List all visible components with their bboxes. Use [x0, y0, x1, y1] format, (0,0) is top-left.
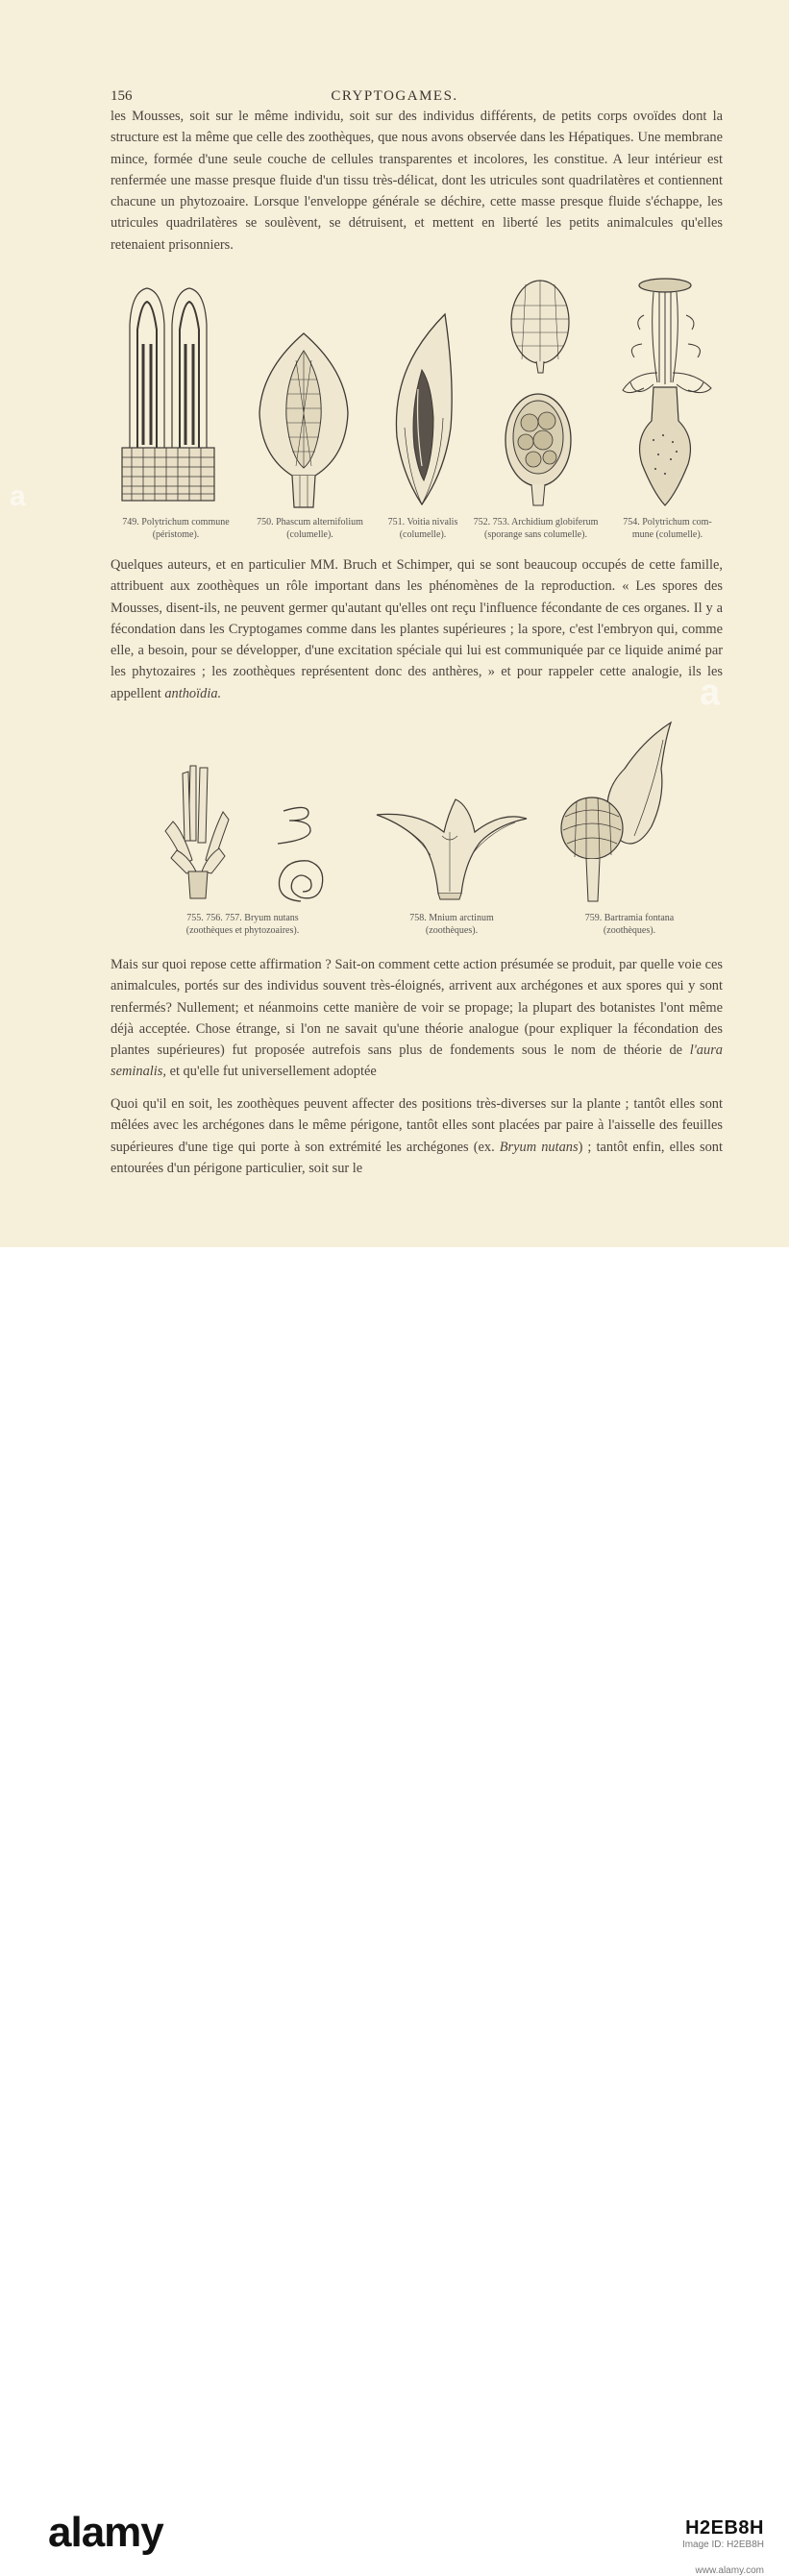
book-page: [0, 0, 789, 1247]
caption-759: [562, 913, 697, 937]
image-id: [682, 2517, 764, 2550]
caption-755-757-title: 755. 756. 757. Bryum nutans: [186, 913, 299, 923]
paragraph-3: [111, 954, 723, 1083]
caption-750-detail: (columelle).: [286, 528, 333, 540]
caption-759-title: 759. Bartramia fontana: [584, 913, 675, 923]
alamy-url: www.alamy.com: [695, 2565, 764, 2576]
figure-759-bartramia-zootheques: [557, 721, 678, 903]
caption-758-title: 758. Mnium arctinum: [409, 913, 494, 923]
image-id-code: H2EB8H: [685, 2517, 764, 2539]
paragraph-4-tail: ) ; tantôt enfin, elles sont entourées d'un périgone particulier, soit sur le: [111, 1139, 723, 1176]
watermark-fragment-a: a: [700, 673, 721, 713]
paragraph-3-text: Mais sur quoi repose cette affirmation ? Sait-on comment cette action présumée se produit, par quelle voie ces animalcules, portés sur des individus souvent très-éloignés, arrivent aux archégones et aux spores qui y sont renfermés? Nullement; et néanmoins cette manière de voir se propage; la plupart des botanistes l'ont même déjà acceptée. Chose étrange, si l'on ne savait qu'une théorie analogue (pour expliquer la fécondation des plantes supérieures) fut proposée autrefois sans plus de fondements sous le nom de théorie de: [111, 957, 723, 1059]
figure-752-753-archidium-sporange: [505, 279, 577, 509]
image-id-label: Image ID: H2EB8H: [681, 2539, 764, 2550]
caption-752-753-title: 752. 753. Archidium globiferum: [473, 517, 599, 527]
paragraph-2-italic: anthoïdia.: [164, 685, 222, 701]
caption-755-757: [159, 913, 327, 937]
paragraph-1-text: les Mousses, soit sur le même individu, soit sur des individus différents, de petits corps ovoïdes dont la structure est la même que celle des zoothèques, que nous avons observée dans les Hépatiques. Une membrane mince, formée d'une seule couche de cellules transparentes et incolores, les constitue. A leur intérieur est renfermée une masse presque fluide d'un tissu très-délicat, dont les utricules sont quadrilatères et contiennent chacune un phytozoaire. Lorsque l'enveloppe générale se déchire, cette masse presque fluide s'échappe, les utricules quadrilatères se soulèvent, se détruisent, et mettent en liberté les petits animalcules qu'elles retenaient prisonniers.: [111, 109, 723, 253]
figure-754-polytrichum-columelle: [615, 277, 721, 507]
caption-754: [607, 517, 727, 541]
caption-751: [370, 517, 476, 541]
caption-752-753: [461, 517, 610, 541]
figure-758-mnium-zootheques: [375, 797, 529, 901]
paragraph-2-text: Quelques auteurs, et en particulier MM. Bruch et Schimper, qui se sont beaucoup occupés de cette famille, attribuent aux zoothèques un rôle important dans les phénomènes de la reproduction. « Les spores des Mousses, disent-ils, ne peuvent germer qu'autant qu'elles ont reçu l'influence fécondante de ces organes. Il y a fécondation dans les Cryptogames comme dans les plantes supérieures ; la spore, c'est l'embryon qui, comme elle, a besoin, pour se développer, d'une excitation spéciale qui lui est communiquée par ce liquide animé par les phytozaires ; les zoothèques représentent donc des anthères, » et pour rappeler cette analogie, ils les appellent: [111, 557, 723, 701]
caption-749: [104, 517, 248, 541]
caption-759-detail: (zoothèques).: [603, 924, 656, 936]
page-number: 156: [111, 88, 133, 104]
running-title: CRYPTOGAMES.: [331, 88, 458, 104]
caption-751-detail: (columelle).: [399, 528, 447, 540]
figure-755-bryum-stem: [163, 764, 233, 900]
alamy-logo: alamy: [48, 2509, 163, 2556]
caption-758: [389, 913, 514, 937]
paragraph-4-italic: Bryum nutans: [499, 1139, 579, 1155]
paragraph-2: [111, 554, 723, 704]
paragraph-1: [111, 106, 723, 256]
caption-754-detail: mune (columelle).: [631, 528, 703, 540]
caption-754-title: 754. Polytrichum com-: [623, 517, 712, 527]
figure-749-polytrichum-peristome: [120, 286, 216, 503]
caption-758-detail: (zoothèques).: [425, 924, 479, 936]
paragraph-4-text: Quoi qu'il en soit, les zoothèques peuvent affecter des positions très-diverses sur la plante ; tantôt elles sont mêlées avec les archégones dans le même périgone, tantôt elles sont placées par paire à l'aisselle des feuilles supérieures d'une tige qui porte à son extrémité les archégones (ex.: [111, 1096, 723, 1155]
figure-750-phascum-capsule: [258, 331, 350, 509]
paragraph-3-tail: et qu'elle fut universellement adoptée: [165, 1064, 377, 1080]
caption-755-757-detail: (zoothèques et phytozoaires).: [185, 924, 300, 936]
caption-752-753-detail: (sporange sans columelle).: [484, 528, 587, 540]
paragraph-4: [111, 1093, 723, 1179]
figure-751-voitia-capsule: [389, 312, 456, 509]
figure-756-757-phytozoaires: [272, 803, 330, 904]
caption-751-title: 751. Voitia nivalis: [387, 517, 458, 527]
caption-749-title: 749. Polytrichum commune: [122, 517, 230, 527]
paragraph-3-italic: l'aura seminalis,: [111, 1043, 723, 1080]
watermark-fragment-b: a: [10, 480, 26, 512]
caption-750-title: 750. Phascum alternifolium: [257, 517, 363, 527]
caption-750: [240, 517, 380, 541]
stock-footer: [0, 1247, 789, 2576]
caption-749-detail: (péristome).: [152, 528, 200, 540]
